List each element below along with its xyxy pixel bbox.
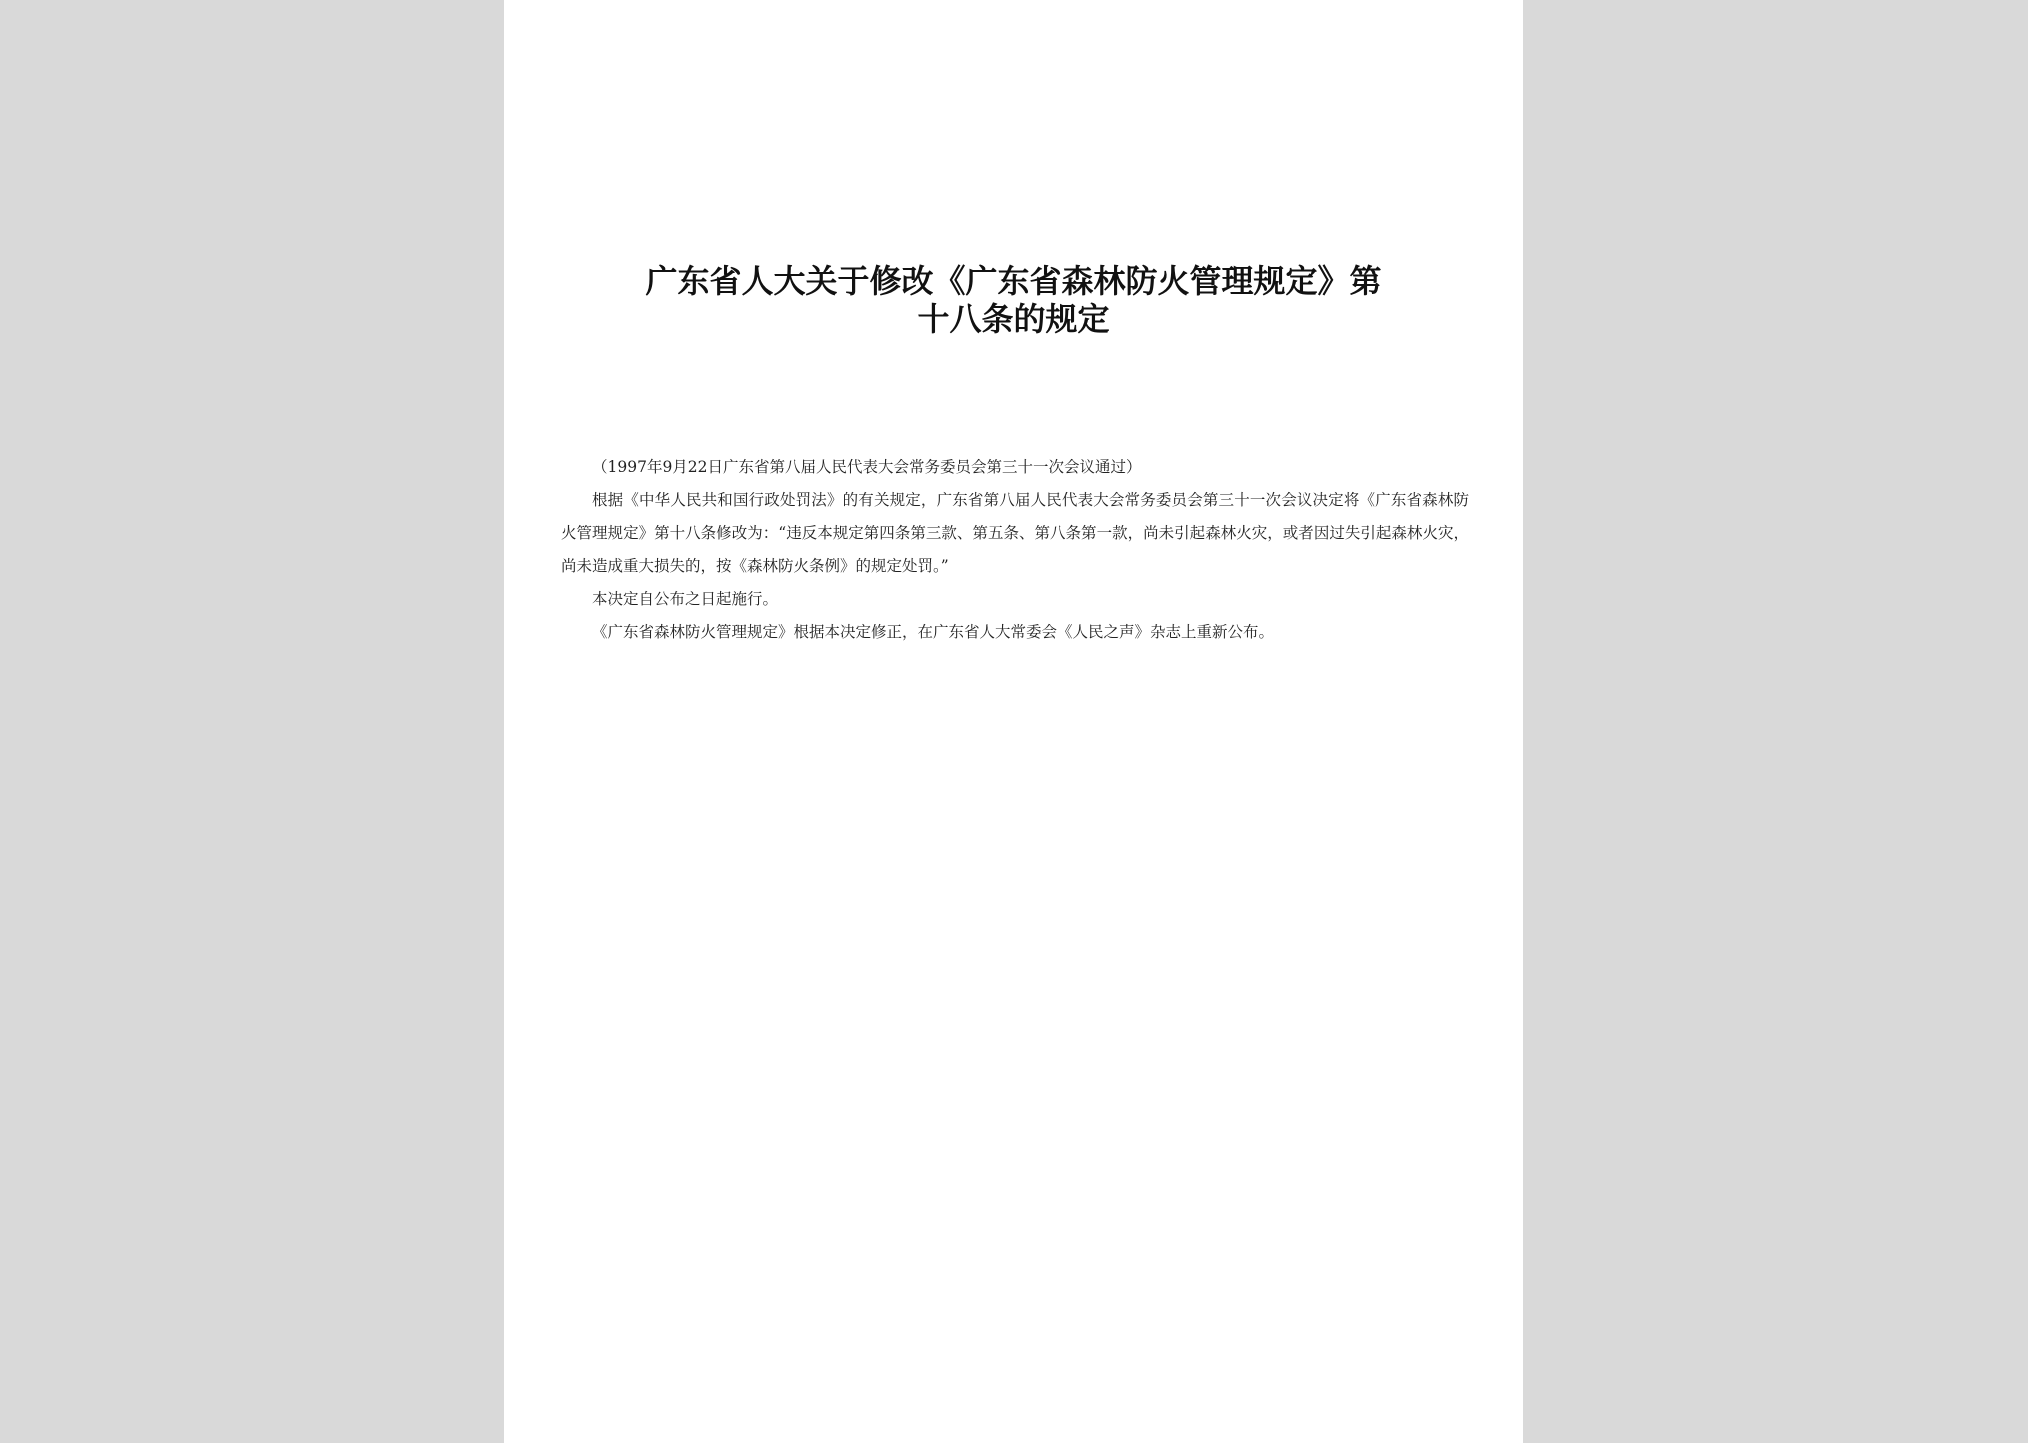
document-title-line-2: 十八条的规定	[917, 300, 1110, 338]
body-paragraph: 《广东省森林防火管理规定》根据本决定修正，在广东省人大常委会《人民之声》杂志上重新公布。	[592, 623, 1275, 641]
body-paragraph: 根据《中华人民共和国行政处罚法》的有关规定，广东省第八届人民代表大会常务委员会第三十一次会议决定将《广东省森林防火管理规定》第十八条修改为：“违反本规定第四条第三款、第五条、第八条第一款，尚未引起森林火灾，或者因过失引起森林火灾，尚未造成重大损失的，按《森林防火条例》的规定处罚。”	[561, 491, 1469, 575]
document-title-line-1: 广东省人大关于修改《广东省森林防火管理规定》第	[645, 262, 1382, 300]
document-body	[561, 451, 1469, 649]
document-page	[504, 0, 1523, 1443]
adoption-note: （1997年9月22日广东省第八届人民代表大会常务委员会第三十一次会议通过）	[592, 458, 1142, 476]
document-title	[566, 262, 1461, 338]
body-paragraph: 本决定自公布之日起施行。	[592, 590, 779, 608]
